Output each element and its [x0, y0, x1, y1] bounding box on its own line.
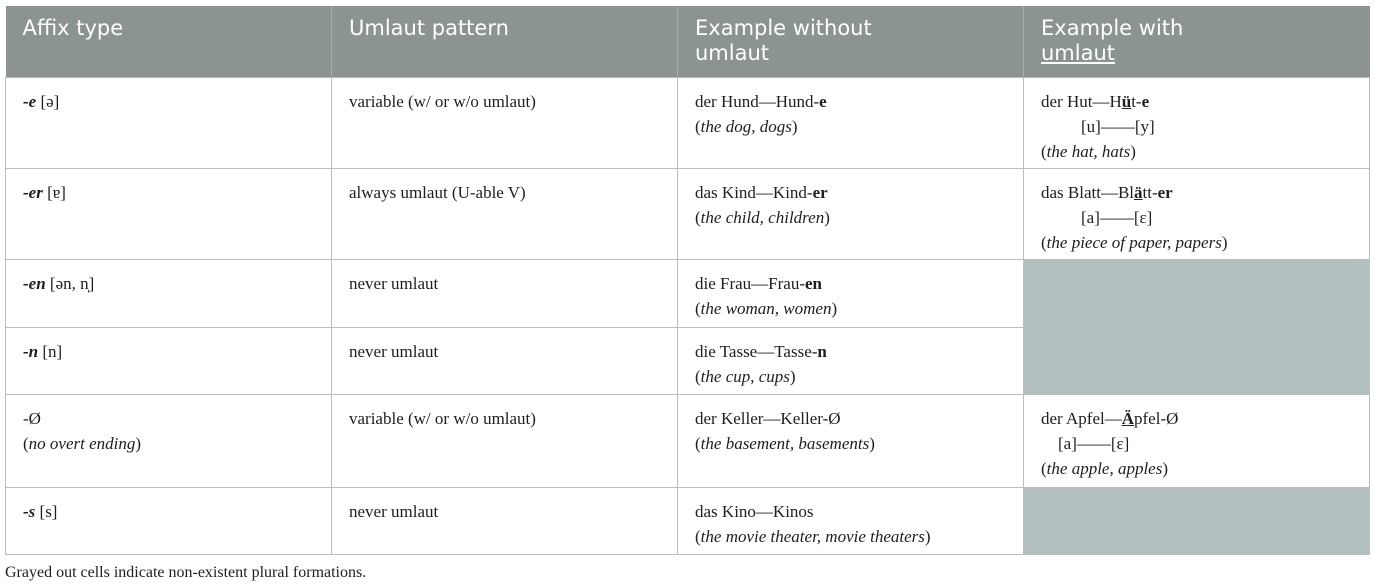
ipa-transcription: [a]——[ɛ] [1081, 207, 1153, 227]
example-gloss-line: (the cup, cups) [695, 366, 796, 386]
umlaut-vowel: Ä [1121, 408, 1135, 428]
example-suffix: e [819, 91, 827, 111]
example-stem: die Tasse—Tasse- [695, 341, 818, 361]
affix-ipa: [n] [38, 341, 63, 361]
example-without-cell [678, 168, 1024, 259]
example-gloss-line: (the apple, apples) [1041, 458, 1169, 478]
example-gloss: the dog, dogs [700, 116, 792, 136]
affix-label: -e [23, 91, 37, 111]
example-gloss-line: (the piece of paper, papers) [1041, 232, 1228, 252]
example-with-cell [1024, 77, 1370, 168]
pattern-cell: variable (w/ or w/o umlaut) [332, 77, 678, 168]
example-gloss-line: (the basement, basements) [695, 433, 875, 453]
example-gloss: the child, children [700, 207, 825, 227]
example-stem-rest: tt- [1142, 182, 1158, 202]
plural-table-container [5, 6, 1369, 555]
header-col4-line2: umlaut [1041, 41, 1116, 65]
example-plural-line [695, 271, 1013, 296]
example-stem-rest: t- [1131, 91, 1142, 111]
affix-note-line: (no overt ending) [23, 433, 142, 453]
example-gloss: the hat, hats [1046, 141, 1131, 161]
example-without-cell [678, 487, 1024, 554]
example-stem: die Frau—Frau- [695, 273, 806, 293]
example-plural-line [1041, 89, 1359, 114]
example-suffix: er [812, 182, 828, 202]
example-with-cell [1024, 168, 1370, 259]
affix-label: -n [23, 341, 39, 361]
affix-ipa: [ɐ] [42, 182, 66, 202]
umlaut-vowel: ü [1121, 91, 1132, 111]
example-gloss: the woman, women [700, 298, 832, 318]
table-row [6, 394, 1370, 487]
affix-cell [6, 77, 332, 168]
example-gloss: the apple, apples [1046, 458, 1163, 478]
header-example-without-umlaut [678, 6, 1024, 77]
example-stem: der Hund—Hund- [695, 91, 820, 111]
affix-cell [6, 259, 332, 327]
pattern-cell: never umlaut [332, 259, 678, 327]
example-gloss-line: (the child, children) [695, 207, 830, 227]
table-row [6, 327, 1370, 394]
example-without-cell [678, 77, 1024, 168]
example-plural-line [1041, 406, 1359, 431]
example-stem: der Apfel— [1041, 408, 1122, 428]
affix-label: -Ø [23, 408, 41, 428]
header-col3-line1: Example without [695, 16, 872, 40]
header-col4-line1: Example with [1041, 16, 1184, 40]
plural-affix-table [5, 6, 1370, 555]
example-stem-rest: pfel-Ø [1134, 408, 1179, 428]
example-gloss: the cup, cups [700, 366, 790, 386]
pattern-cell: variable (w/ or w/o umlaut) [332, 394, 678, 487]
example-plural-line [695, 339, 1013, 364]
example-stem: das Blatt—Bl [1041, 182, 1135, 202]
example-plural-line: das Kino—Kinos [695, 501, 814, 521]
header-umlaut-pattern: Umlaut pattern [332, 6, 678, 77]
example-with-cell [1024, 394, 1370, 487]
example-gloss-line: (the movie theater, movie theaters) [695, 526, 931, 546]
example-suffix: en [805, 273, 823, 293]
example-gloss-line: (the woman, women) [695, 298, 838, 318]
example-suffix: er [1157, 182, 1173, 202]
table-row [6, 77, 1370, 168]
example-suffix: e [1141, 91, 1150, 111]
affix-ipa: [ən, n̩] [45, 273, 95, 293]
example-plural-line: der Keller—Keller-Ø [695, 408, 841, 428]
affix-cell [6, 327, 332, 394]
ipa-transcription: [a]——[ɛ] [1058, 433, 1130, 453]
header-example-with-umlaut [1024, 6, 1370, 77]
affix-cell [6, 394, 332, 487]
example-gloss: the movie theater, movie theaters [700, 526, 925, 546]
example-without-cell [678, 394, 1024, 487]
affix-cell [6, 168, 332, 259]
ipa-transcription: [u]——[y] [1081, 116, 1155, 136]
umlaut-vowel: ä [1134, 182, 1143, 202]
table-row [6, 259, 1370, 327]
affix-note: no overt ending [28, 433, 136, 453]
affix-label: -en [23, 273, 46, 293]
pattern-cell: never umlaut [332, 327, 678, 394]
affix-label: -er [23, 182, 43, 202]
table-footnote: Grayed out cells indicate non-existent plural formations. [5, 564, 367, 581]
header-affix-type: Affix type [6, 6, 332, 77]
example-gloss-line: (the dog, dogs) [695, 116, 798, 136]
nonexistent-formation-cell [1024, 259, 1370, 327]
table-row [6, 487, 1370, 554]
nonexistent-formation-cell [1024, 487, 1370, 554]
example-stem: das Kind—Kind- [695, 182, 813, 202]
example-without-cell [678, 259, 1024, 327]
pattern-cell: never umlaut [332, 487, 678, 554]
affix-ipa: [s] [35, 501, 58, 521]
header-col3-line2: umlaut [695, 41, 770, 65]
example-gloss: the basement, basements [700, 433, 870, 453]
example-without-cell [678, 327, 1024, 394]
affix-ipa: [ə] [36, 91, 60, 111]
table-header-row [6, 6, 1370, 77]
example-plural-line [695, 180, 1013, 205]
example-plural-line [1041, 180, 1359, 205]
pattern-cell: always umlaut (U-able V) [332, 168, 678, 259]
example-gloss: the piece of paper, papers [1046, 232, 1222, 252]
nonexistent-formation-cell [1024, 327, 1370, 394]
example-suffix: n [817, 341, 827, 361]
affix-label: -s [23, 501, 36, 521]
example-plural-line [695, 89, 1013, 114]
example-stem: der Hut—H [1041, 91, 1122, 111]
example-gloss-line: (the hat, hats) [1041, 141, 1136, 161]
affix-cell [6, 487, 332, 554]
table-row [6, 168, 1370, 259]
